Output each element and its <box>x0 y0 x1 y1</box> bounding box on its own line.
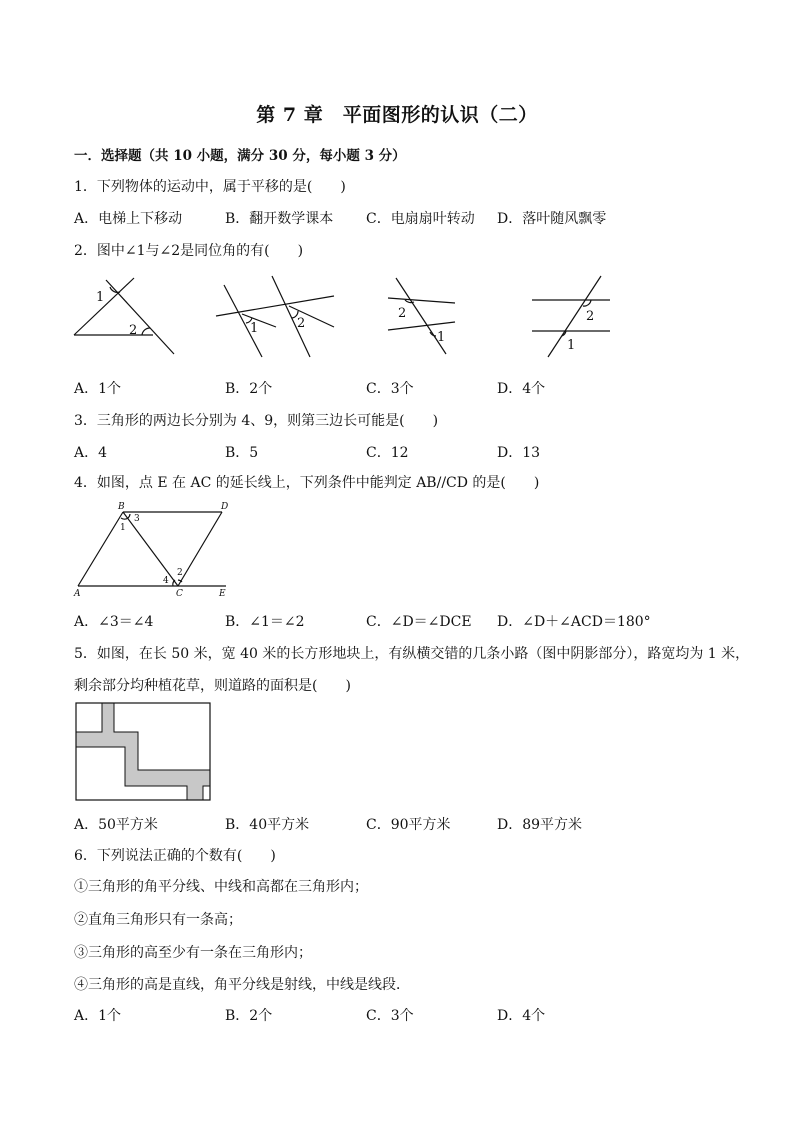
q5-option-d: D．89平方米 <box>497 817 583 833</box>
q4-option-b: B．∠1＝∠2 <box>225 614 305 630</box>
q6-statement-4: ④三角形的高是直线，角平分线是射线，中线是线段． <box>74 977 410 993</box>
question-1-stem: 1．下列物体的运动中，属于平移的是( ) <box>74 179 346 195</box>
q2-option-d: D．4个 <box>497 381 546 397</box>
q1-option-b: B．翻开数学课本 <box>225 211 334 227</box>
q4-option-c: C．∠D＝∠DCE <box>366 614 472 630</box>
q4-angle-2: 2 <box>177 568 183 578</box>
q2-fig3-label-2: 2 <box>398 306 407 321</box>
q6-statement-1: ①三角形的角平分线、中线和高都在三角形内； <box>74 879 368 895</box>
section-heading: 一．选择题（共 10 小题，满分 30 分，每小题 3 分） <box>74 148 406 164</box>
question-5-stem-line2: 剩余部分均种植花草，则道路的面积是( ) <box>74 678 351 694</box>
q4-label-A: A <box>74 589 81 599</box>
q3-option-d: D．13 <box>497 445 541 461</box>
question-5-stem-line1: 5．如图，在长 50 米，宽 40 米的长方形地块上，有纵横交错的几条小路（图中阴影部分），路宽均为 1 米， <box>74 646 750 662</box>
q4-angle-4: 4 <box>163 576 169 586</box>
q3-option-b: B．5 <box>225 445 259 461</box>
q4-angle-1: 1 <box>120 523 126 533</box>
q6-option-c: C．3个 <box>366 1008 414 1024</box>
q4-option-d: D．∠D＋∠ACD＝180° <box>497 614 651 630</box>
q6-statement-2: ②直角三角形只有一条高； <box>74 912 242 928</box>
q2-option-c: C．3个 <box>366 381 414 397</box>
q6-statement-3: ③三角形的高至少有一条在三角形内； <box>74 945 312 961</box>
page-title: 第 7 章 平面图形的认识（二） <box>256 104 538 126</box>
q2-fig1-label-1: 1 <box>96 290 105 305</box>
q3-option-a: A．4 <box>74 445 108 461</box>
q4-label-E: E <box>219 589 226 599</box>
q5-option-b: B．40平方米 <box>225 817 310 833</box>
q6-option-a: A．1个 <box>74 1008 122 1024</box>
q2-fig2-label-2: 2 <box>297 316 306 331</box>
q2-fig3-label-1: 1 <box>437 330 446 345</box>
q1-option-c: C．电扇扇叶转动 <box>366 211 475 227</box>
q6-option-b: B．2个 <box>225 1008 273 1024</box>
q5-option-c: C．90平方米 <box>366 817 451 833</box>
q3-option-c: C．12 <box>366 445 409 461</box>
q2-fig2-label-1: 1 <box>250 321 259 336</box>
q4-label-C: C <box>176 589 183 599</box>
q4-label-B: B <box>118 502 125 512</box>
q2-option-b: B．2个 <box>225 381 273 397</box>
q2-fig1-label-2: 2 <box>129 323 138 338</box>
question-2-stem: 2．图中∠1与∠2是同位角的有( ) <box>74 243 304 259</box>
q4-option-a: A．∠3＝∠4 <box>74 614 154 630</box>
q4-label-D: D <box>221 502 229 512</box>
q2-fig4-label-2: 2 <box>586 309 595 324</box>
question-6-stem: 6．下列说法正确的个数有( ) <box>74 848 276 864</box>
q1-option-d: D．落叶随风飘零 <box>497 211 607 227</box>
q6-option-d: D．4个 <box>497 1008 546 1024</box>
q2-option-a: A．1个 <box>74 381 122 397</box>
q4-angle-3: 3 <box>134 514 140 524</box>
question-4-stem: 4．如图，点 E 在 AC 的延长线上，下列条件中能判定 AB//CD 的是( ) <box>74 475 540 491</box>
q1-option-a: A．电梯上下移动 <box>74 211 183 227</box>
q2-fig4-label-1: 1 <box>567 338 576 353</box>
q5-option-a: A．50平方米 <box>74 817 158 833</box>
question-3-stem: 3．三角形的两边长分别为 4、9，则第三边长可能是( ) <box>74 413 439 429</box>
